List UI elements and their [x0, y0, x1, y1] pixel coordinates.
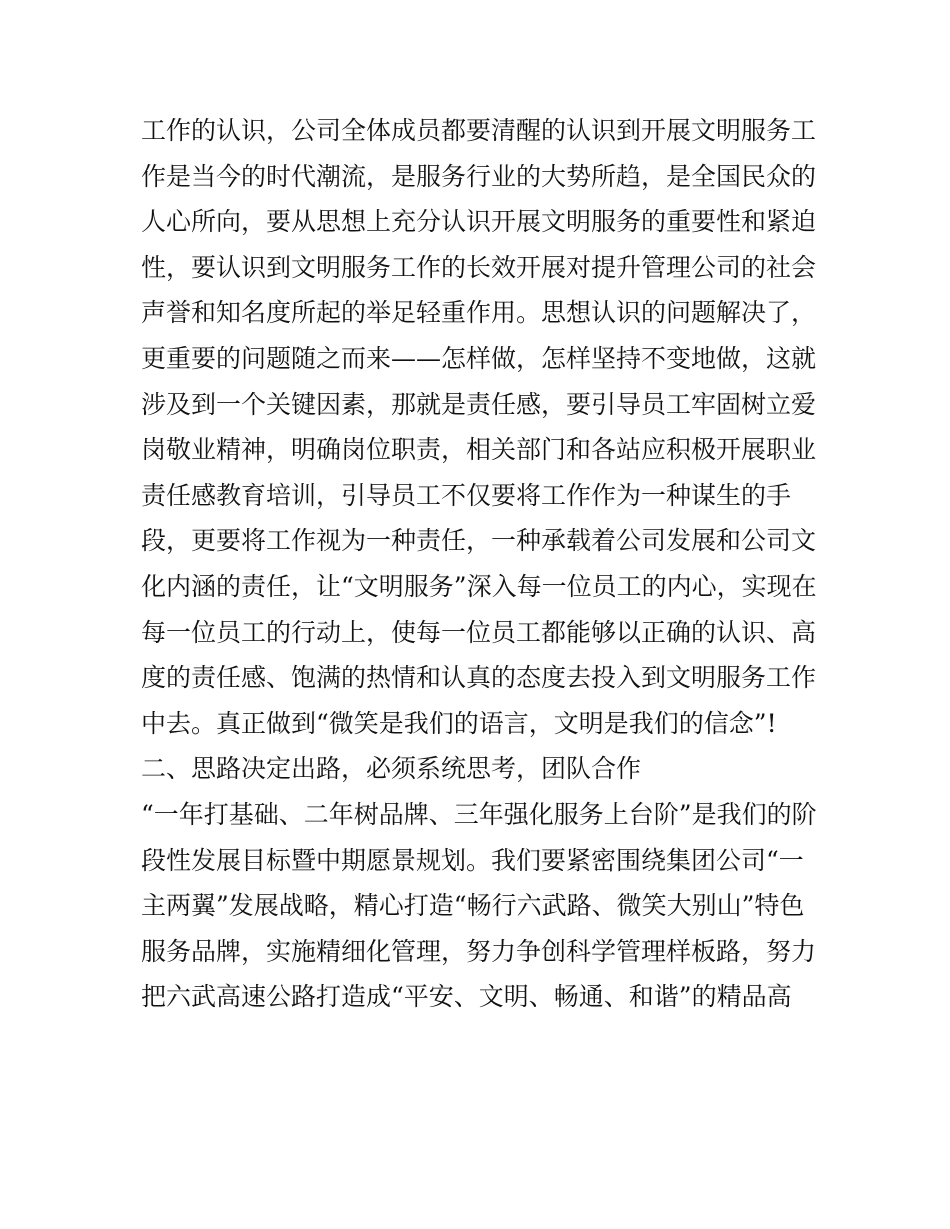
- body-text: [141, 108, 821, 1020]
- text-line: 主两翼”发展战略，精心打造“畅行六武路、微笑大别山”特色: [141, 891, 805, 921]
- text-line: 性，要认识到文明服务工作的长效开展对提升管理公司的社会: [141, 252, 817, 282]
- text-line: 中去。真正做到“微笑是我们的语言，文明是我们的信念”!: [141, 708, 777, 738]
- text-line: 人心所向，要从思想上充分认识开展文明服务的重要性和紧迫: [141, 207, 817, 237]
- text-line: 化内涵的责任，让“文明服务”深入每一位员工的内心，实现在: [141, 571, 817, 601]
- text-line: 责任感教育培训，引导员工不仅要将工作作为一种谋生的手: [141, 480, 792, 510]
- text-line: 声誉和知名度所起的举足轻重作用。思想认识的问题解决了，: [141, 298, 817, 328]
- text-line: “一年打基础、二年树品牌、三年强化服务上台阶”是我们的阶: [141, 799, 817, 829]
- text-line: 作是当今的时代潮流，是服务行业的大势所趋，是全国民众的: [141, 161, 817, 191]
- text-line: 岗敬业精神，明确岗位职责，相关部门和各站应积极开展职业: [141, 435, 817, 465]
- text-line: 把六武高速公路打造成“平安、文明、畅通、和谐”的精品高: [141, 982, 792, 1012]
- section-heading: 二、思路决定出路，必须系统思考，团队合作: [141, 754, 642, 784]
- text-line: 涉及到一个关键因素，那就是责任感，要引导员工牢固树立爱: [141, 389, 817, 419]
- text-line: 度的责任感、饱满的热情和认真的态度去投入到文明服务工作: [141, 663, 817, 693]
- text-line: 服务品牌，实施精细化管理，努力争创科学管理样板路，努力: [141, 936, 817, 966]
- text-line: 更重要的问题随之而来——怎样做，怎样坚持不变地做，这就: [141, 343, 817, 373]
- text-line: 段性发展目标暨中期愿景规划。我们要紧密围绕集团公司“一: [141, 845, 804, 875]
- text-line: 段，更要将工作视为一种责任，一种承载着公司发展和公司文: [141, 526, 817, 556]
- text-line: 每一位员工的行动上，使每一位员工都能够以正确的认识、高: [141, 617, 817, 647]
- text-line: 工作的认识，公司全体成员都要清醒的认识到开展文明服务工: [141, 116, 817, 145]
